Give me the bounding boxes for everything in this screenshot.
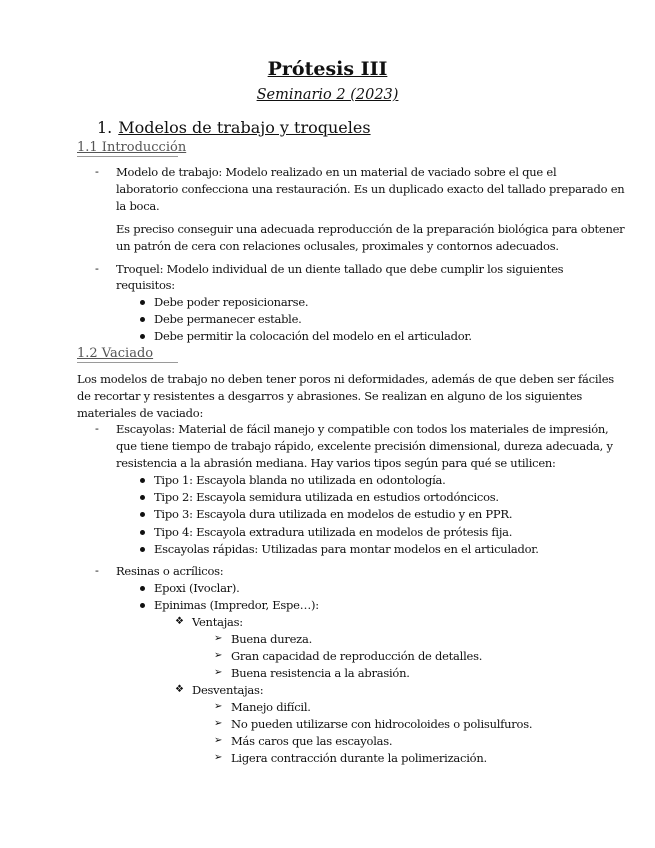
diamond-bullet-icon: ❖ bbox=[175, 684, 184, 695]
paragraph-line: la boca. bbox=[116, 199, 160, 213]
round-bullet bbox=[140, 603, 145, 608]
round-bullet bbox=[140, 334, 145, 339]
section-1-1-heading: 1.1 Introducción bbox=[77, 140, 187, 155]
section-1-1-rule bbox=[77, 156, 178, 157]
list-item: Más caros que las escayolas. bbox=[231, 734, 393, 748]
list-item: Debe permitir la colocación del modelo en el articulador. bbox=[154, 329, 472, 343]
paragraph-line: requisitos: bbox=[116, 278, 175, 292]
list-item: Resinas o acrílicos: bbox=[116, 564, 224, 578]
list-item: Gran capacidad de reproducción de detalles. bbox=[231, 649, 483, 663]
dash-bullet: - bbox=[95, 421, 99, 435]
list-item: Epoxi (Ivoclar). bbox=[154, 581, 240, 595]
arrow-bullet-icon: ➢ bbox=[214, 633, 223, 644]
section-1-heading bbox=[97, 118, 371, 137]
paragraph-line: laboratorio confecciona una restauración. Es un duplicado exacto del tallado preparado en bbox=[116, 182, 625, 196]
list-item: Manejo difícil. bbox=[231, 700, 311, 714]
list-item: Debe permanecer estable. bbox=[154, 312, 302, 326]
round-bullet bbox=[140, 547, 145, 552]
list-item: Tipo 4: Escayola extradura utilizada en modelos de prótesis fija. bbox=[154, 525, 513, 539]
list-item: No pueden utilizarse con hidrocoloides o polisulfuros. bbox=[231, 717, 533, 731]
arrow-bullet-icon: ➢ bbox=[214, 701, 223, 712]
section-1-number: 1. bbox=[97, 118, 113, 137]
list-item: Tipo 2: Escayola semidura utilizada en estudios ortodóncicos. bbox=[154, 490, 499, 504]
list-item: Buena dureza. bbox=[231, 632, 312, 646]
arrow-bullet-icon: ➢ bbox=[214, 650, 223, 661]
round-bullet bbox=[140, 478, 145, 483]
document-title: Prótesis III bbox=[267, 58, 388, 80]
diamond-bullet-icon: ❖ bbox=[175, 616, 184, 627]
section-1-2-rule bbox=[77, 362, 178, 363]
list-item: Tipo 3: Escayola dura utilizada en modelos de estudio y en PPR. bbox=[154, 507, 513, 521]
document-subtitle: Seminario 2 (2023) bbox=[256, 87, 399, 103]
list-item: Desventajas: bbox=[192, 683, 264, 697]
list-item: Ligera contracción durante la polimerización. bbox=[231, 751, 487, 765]
arrow-bullet-icon: ➢ bbox=[214, 667, 223, 678]
round-bullet bbox=[140, 300, 145, 305]
round-bullet bbox=[140, 495, 145, 500]
arrow-bullet-icon: ➢ bbox=[214, 718, 223, 729]
list-item: Epinimas (Impredor, Espe…): bbox=[154, 598, 319, 612]
list-item: Debe poder reposicionarse. bbox=[154, 295, 309, 309]
list-item: Ventajas: bbox=[192, 615, 243, 629]
round-bullet bbox=[140, 586, 145, 591]
paragraph-line: que tiene tiempo de trabajo rápido, excelente precisión dimensional, dureza adecuada, y bbox=[116, 439, 613, 453]
paragraph-line: de recortar y resistentes a desgarros y abrasiones. Se realizan en alguno de los siguientes bbox=[77, 389, 583, 403]
section-1-2-heading: 1.2 Vaciado bbox=[77, 346, 154, 361]
paragraph-line: Escayolas: Material de fácil manejo y compatible con todos los materiales de impresión, bbox=[116, 422, 609, 436]
dash-bullet: - bbox=[95, 164, 99, 178]
paragraph-line: Troquel: Modelo individual de un diente tallado que debe cumplir los siguientes bbox=[116, 262, 564, 276]
list-item: Tipo 1: Escayola blanda no utilizada en odontología. bbox=[154, 473, 446, 487]
paragraph-line: Los modelos de trabajo no deben tener poros ni deformidades, además de que deben ser fáciles bbox=[77, 372, 614, 386]
paragraph-line: materiales de vaciado: bbox=[77, 406, 204, 420]
paragraph-line: Es preciso conseguir una adecuada reproducción de la preparación biológica para obtener bbox=[116, 222, 625, 236]
round-bullet bbox=[140, 317, 145, 322]
paragraph-line: un patrón de cera con relaciones oclusales, proximales y contornos adecuados. bbox=[116, 239, 559, 253]
dash-bullet: - bbox=[95, 563, 99, 577]
paragraph-line: resistencia a la abrasión mediana. Hay varios tipos según para qué se utilicen: bbox=[116, 456, 556, 470]
round-bullet bbox=[140, 512, 145, 517]
dash-bullet: - bbox=[95, 261, 99, 275]
arrow-bullet-icon: ➢ bbox=[214, 752, 223, 763]
arrow-bullet-icon: ➢ bbox=[214, 735, 223, 746]
round-bullet bbox=[140, 530, 145, 535]
paragraph-line: Modelo de trabajo: Modelo realizado en un material de vaciado sobre el que el bbox=[116, 165, 557, 179]
list-item: Buena resistencia a la abrasión. bbox=[231, 666, 410, 680]
section-1-title: Modelos de trabajo y troqueles bbox=[118, 118, 371, 137]
list-item: Escayolas rápidas: Utilizadas para montar modelos en el articulador. bbox=[154, 542, 539, 556]
